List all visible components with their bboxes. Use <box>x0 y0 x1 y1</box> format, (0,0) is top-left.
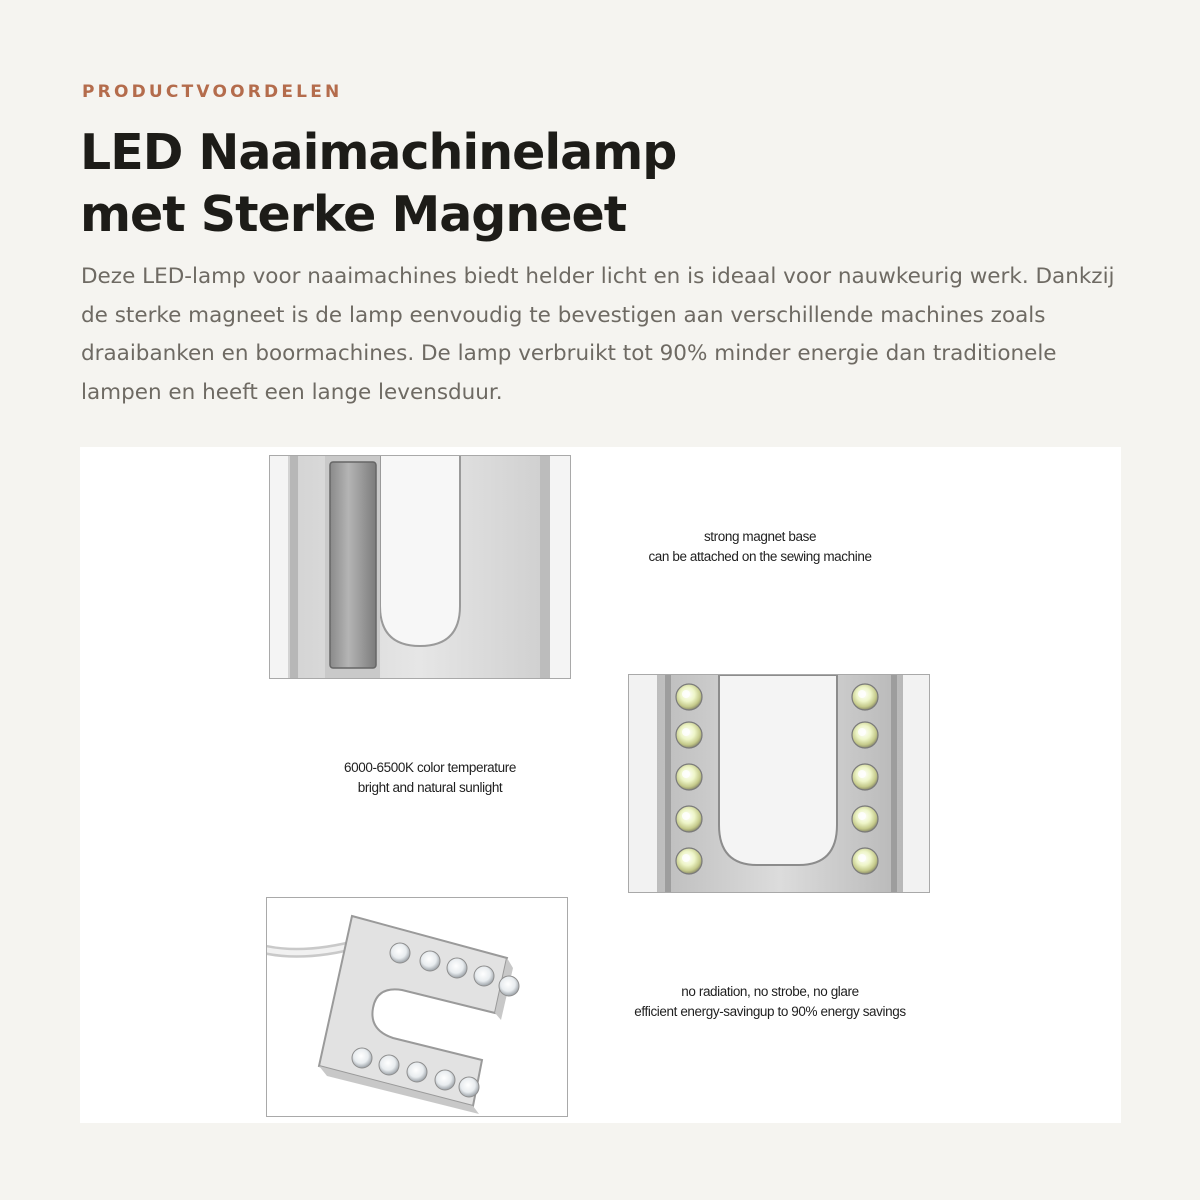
product-description: Deze LED-lamp voor naaimachines biedt helder licht en is ideaal voor nauwkeurig werk. Dankzij de sterke magneet is de lamp eenvoudig te bevestigen aan verschillende machines zoals draaibanken en boormachines. De lamp verbruikt tot 90% minder energie dan traditionele lampen en heeft een lange levensduur. <box>81 264 1115 405</box>
color-temp-caption-line-2: bright and natural sunlight <box>357 780 503 795</box>
magnet-caption-line-2: can be attached on the sewing machine <box>648 549 872 564</box>
product-title <box>80 122 1120 246</box>
product-feature-image <box>80 447 1121 1123</box>
magnet-feature-caption <box>580 527 940 567</box>
efficiency-caption <box>590 982 950 1022</box>
magnet-base-photo <box>269 455 571 679</box>
color-temperature-caption <box>280 758 580 798</box>
led-array-photo <box>628 674 930 893</box>
section-eyebrow: PRODUCTVOORDELEN <box>82 82 343 102</box>
product-title-line-2: met Sterke Magneet <box>80 186 627 243</box>
product-title-line-1: LED Naaimachinelamp <box>80 124 677 181</box>
efficiency-caption-line-2: efficient energy-savingup to 90% energy savings <box>634 1004 906 1019</box>
color-temp-caption-line-1: 6000-6500K color temperature <box>344 760 516 775</box>
magnet-caption-line-1: strong magnet base <box>703 529 817 544</box>
efficiency-caption-line-1: no radiation, no strobe, no glare <box>681 984 859 999</box>
lamp-head-photo <box>266 897 568 1117</box>
